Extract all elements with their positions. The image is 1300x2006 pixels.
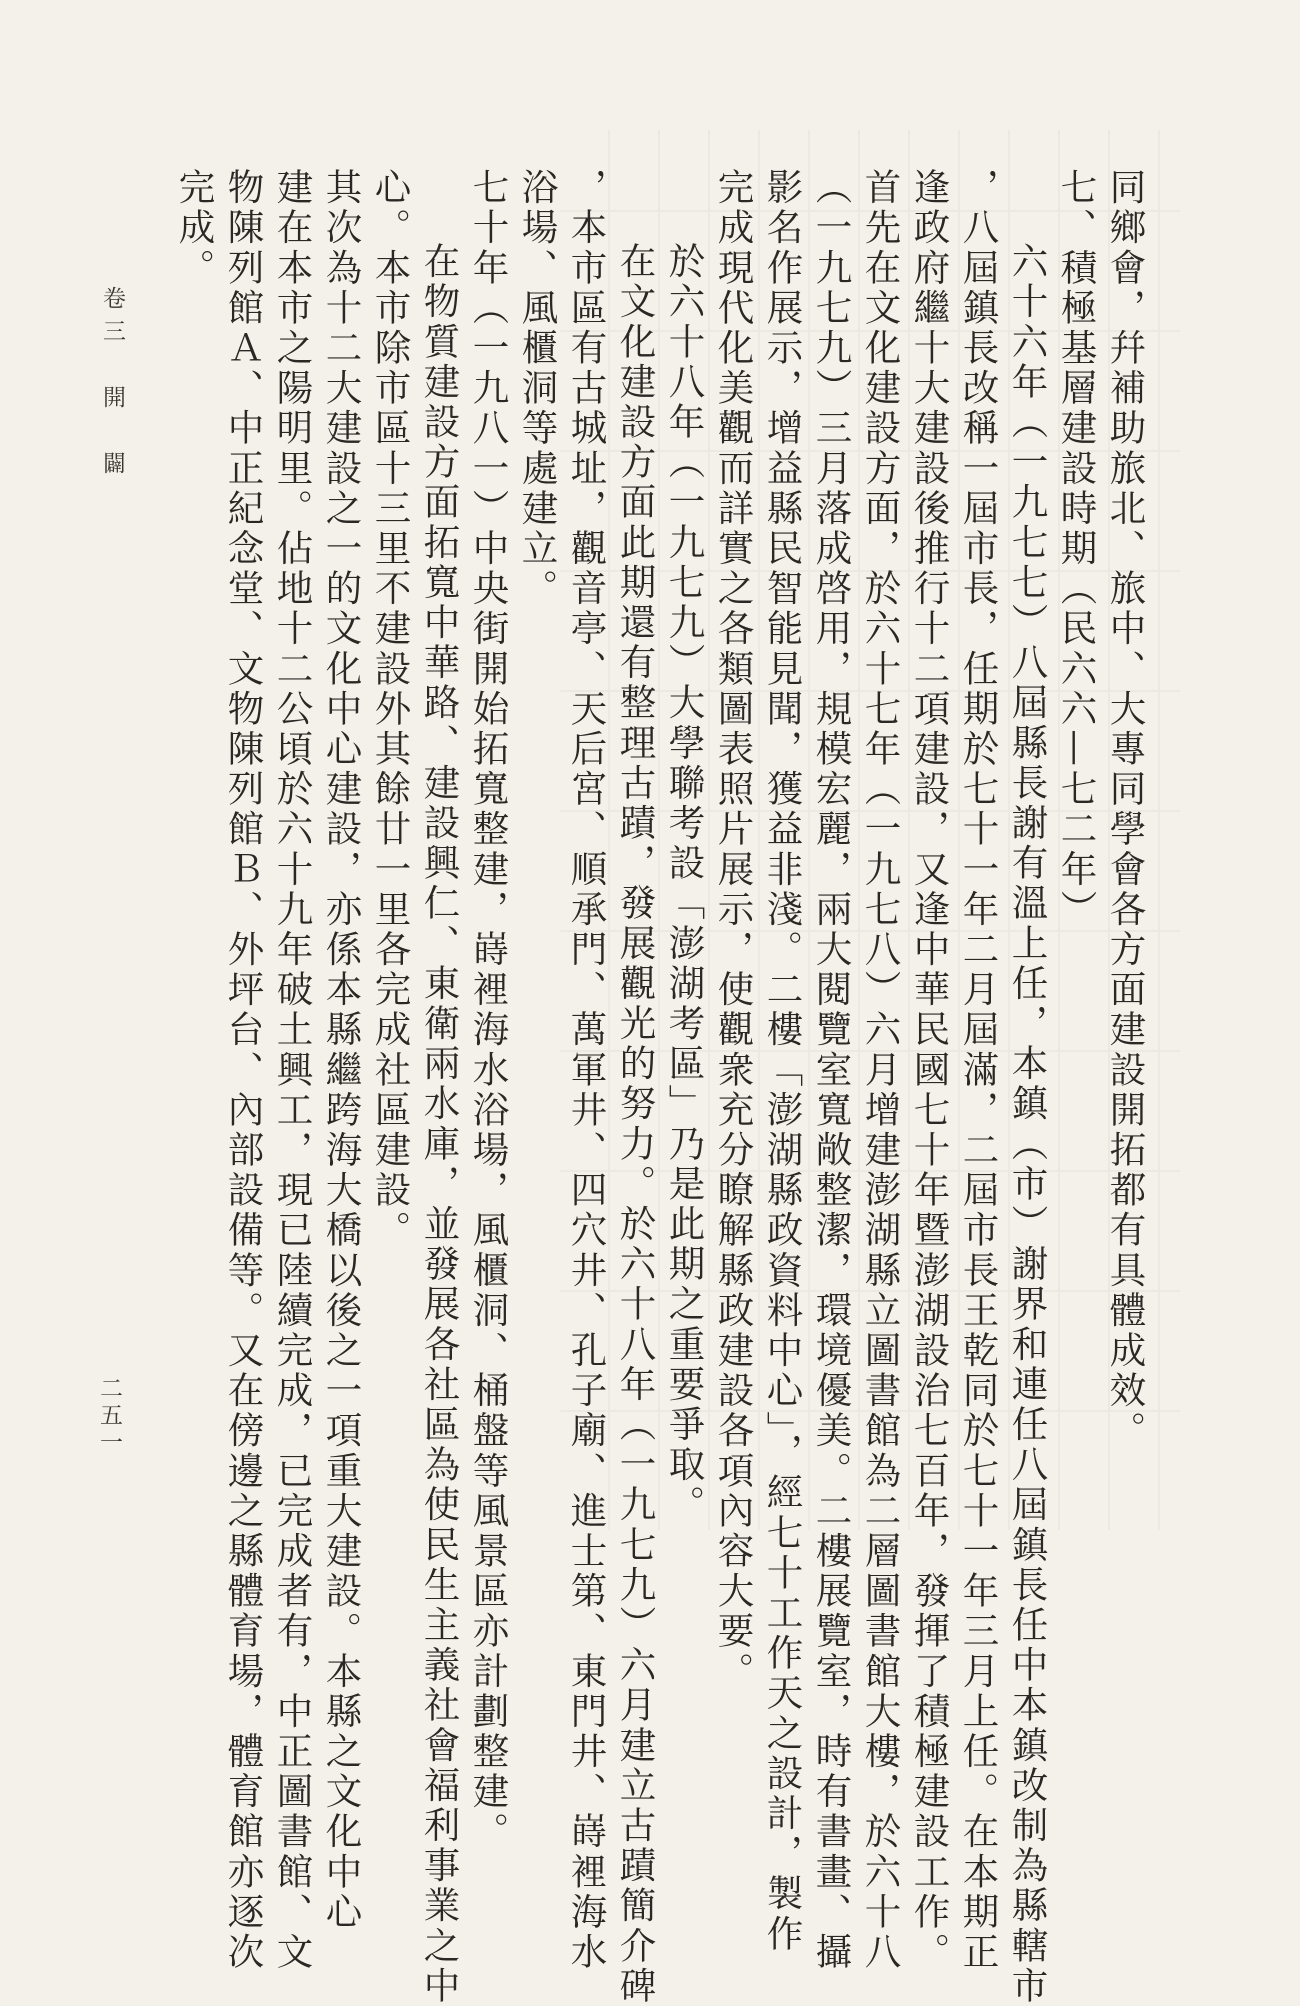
running-title: 卷三 開 闢 (99, 286, 125, 484)
text-column: 浴場、風櫃洞等處建立。 (516, 168, 559, 610)
text-column: 物陳列館Ａ、中正紀念堂、文物陳列館Ｂ、外坪台、內部設備等。又在傍邊之縣體育場，體育館亦逐次 (222, 168, 265, 1973)
text-column: 心。本市除市區十三里不建設外其餘廿一里各完成社區建設。 (369, 168, 412, 1251)
text-column: 影名作展示，增益縣民智能見聞，獲益非淺。二樓「澎湖縣政資料中心」，經七十工作天之設計，製作 (761, 168, 804, 1955)
text-column: ，本市區有古城址，觀音亭、天后宮、順承門、萬軍井、四穴井、孔子廟、進士第、東門井、嵵裡海水 (565, 168, 608, 1973)
text-column: 完成現代化美觀而詳實之各類圖表照片展示，使觀衆充分瞭解縣政建設各項內容大要。 (712, 168, 755, 1692)
text-column: 於六十八年（一九七九）大學聯考設「澎湖考區」乃是此期之重要爭取。 (663, 242, 706, 1526)
text-column: 在物質建設方面拓寬中華路、建設興仁、東衛兩水庫，並發展各社區為使民生主義社會福利事業之中 (418, 242, 461, 2006)
text-column: 建在本市之陽明里。佔地十二公頃於六十九年破土興工，現已陸續完成，已完成者有，中正圖書館、文 (271, 168, 314, 1973)
text-column: 逢政府繼十大建設後推行十二項建設，又逢中華民國七十年暨澎湖設治七百年，發揮了積極建設工作。 (908, 168, 951, 1973)
text-column: 在文化建設方面此期還有整理古蹟，發展觀光的努力。於六十八年（一九七九）六月建立古蹟簡介碑 (614, 242, 657, 2006)
text-column: ，八屆鎮長改稱一屆市長，任期於七十一年二月屆滿，二屆市長王乾同於七十一年三月上任。在本期正 (957, 168, 1000, 1973)
text-column: 首先在文化建設方面，於六十七年（一九七八）六月增建澎湖縣立圖書館為二層圖書館大樓，於六十八 (859, 168, 902, 1973)
text-column: 七十年（一九八一）中央街開始拓寬整建，嵵裡海水浴場，風櫃洞、桶盤等風景區亦計劃整建。 (467, 168, 510, 1853)
text-column: 完成。 (173, 168, 216, 289)
text-column: 六十六年（一九七七）八屆縣長謝有溫上任，本鎮（市）謝界和連任八屆鎮長任中本鎮改制為縣轄市 (1006, 242, 1049, 2006)
text-column: （一九七九）三月落成啓用，規模宏麗，兩大閱覽室寬敞整潔，環境優美。二樓展覽室，時有書畫、攝 (810, 168, 853, 1973)
section-heading: 七、積極基層建設時期（民六六—七二年） (1055, 168, 1098, 930)
text-column: 同鄉會，幷補助旅北、旅中、大專同學會各方面建設開拓都有具體成效。 (1104, 168, 1147, 1452)
vertical-body-text (170, 168, 1150, 2006)
text-column: 其次為十二大建設之一的文化中心建設，亦係本縣繼跨海大橋以後之一項重大建設。本縣之文化中心 (320, 168, 363, 1933)
page-number: 二五一 (96, 1376, 122, 1457)
